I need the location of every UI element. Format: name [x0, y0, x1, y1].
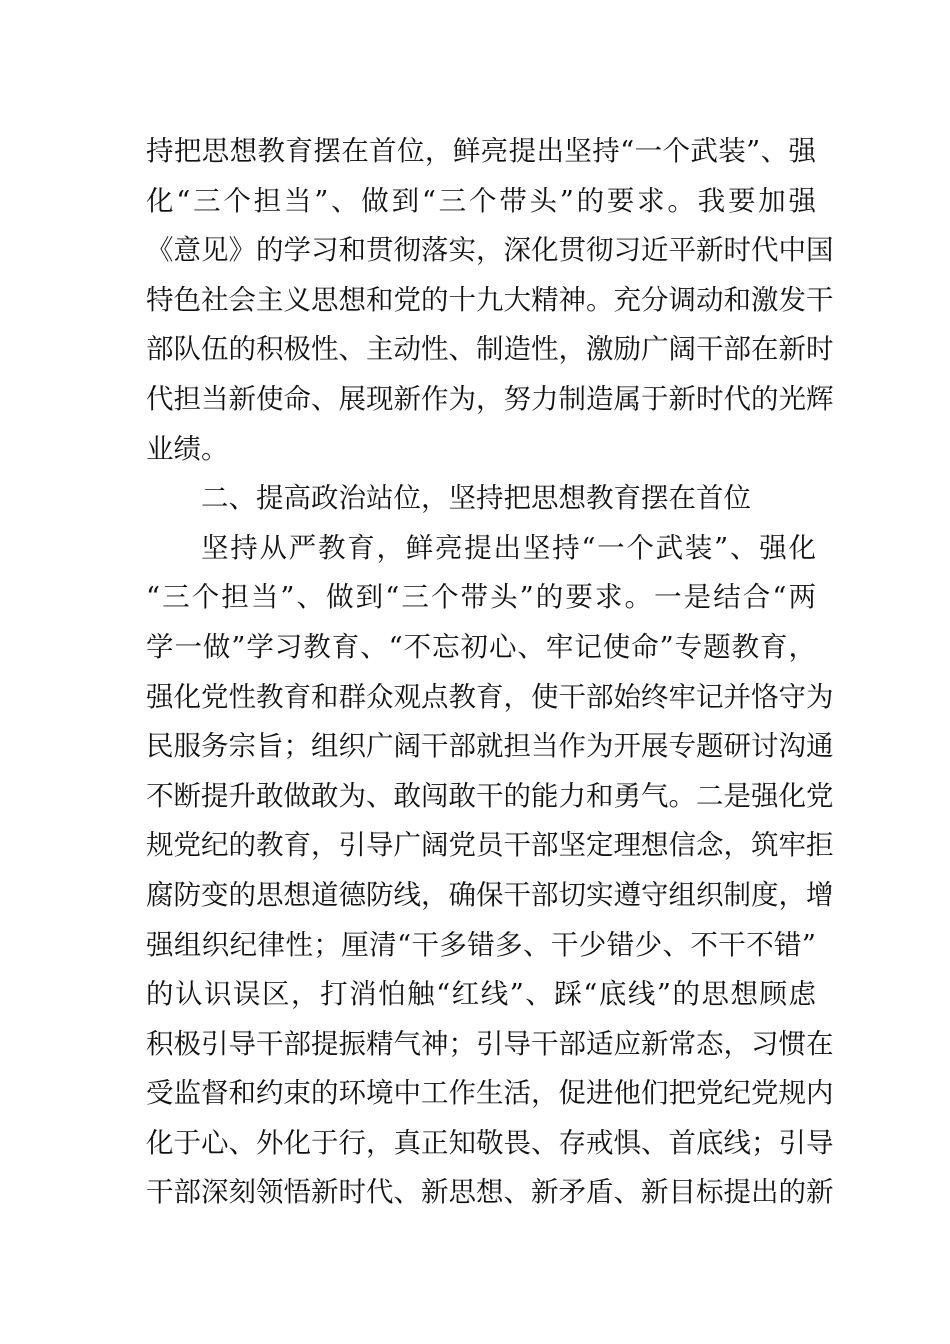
text-line: 持把思想教育摆在首位，鲜亮提出坚持“一个武装”、强: [146, 135, 816, 167]
text-line: 学一做”学习教育、“不忘初心、牢记使命”专题教育，: [146, 630, 816, 663]
text-line: 受监督和约束的环境中工作生活，促进他们把党纪党规内: [146, 1077, 834, 1110]
text-line: 《意见》的学习和贯彻落实，深化贯彻习近平新时代中国: [146, 234, 834, 267]
text-line: 积极引导干部提振精气神；引导干部适应新常态，习惯在: [146, 1027, 834, 1060]
text-line: “三个担当”、做到“三个带头”的要求。一是结合“两: [146, 581, 816, 614]
text-line: 坚持从严教育，鲜亮提出坚持“一个武装”、强化: [201, 531, 816, 564]
text-line: 化“三个担当”、做到“三个带头”的要求。我要加强: [146, 184, 816, 217]
document-body: [146, 127, 834, 1218]
text-line: 民服务宗旨；组织广阔干部就担当作为开展专题研讨沟通: [146, 730, 834, 763]
text-line: 强化党性教育和群众观点教育，使干部始终牢记并恪守为: [146, 680, 834, 713]
text-line: 化于心、外化于行，真正知敬畏、存戒惧、首底线；引导: [146, 1126, 834, 1159]
text-line: 腐防变的思想道德防线，确保干部切实遵守组织制度，增: [146, 878, 834, 911]
text-line: 特色社会主义思想和党的十九大精神。充分调动和激发干: [146, 283, 834, 316]
text-line: 不断提升敢做敢为、敢闯敢干的能力和勇气。二是强化党: [146, 779, 834, 812]
text-line: 的认识误区，打消怕触“红线”、踩“底线”的思想顾虑: [146, 978, 816, 1011]
text-line: 部队伍的积极性、主动性、制造性，激励广阔干部在新时: [146, 333, 834, 366]
text-line: 代担当新使命、展现新作为，努力制造属于新时代的光辉: [146, 382, 834, 415]
text-line: 业绩。: [146, 432, 229, 465]
text-line: 干部深刻领悟新时代、新思想、新矛盾、新目标提出的新: [146, 1176, 834, 1209]
text-line: 强组织纪律性；厘清“干多错多、干少错少、不干不错”: [146, 928, 816, 961]
section-heading: 二、提高政治站位，坚持把思想教育摆在首位: [201, 482, 751, 515]
text-line: 规党纪的教育，引导广阔党员干部坚定理想信念，筑牢拒: [146, 829, 834, 862]
